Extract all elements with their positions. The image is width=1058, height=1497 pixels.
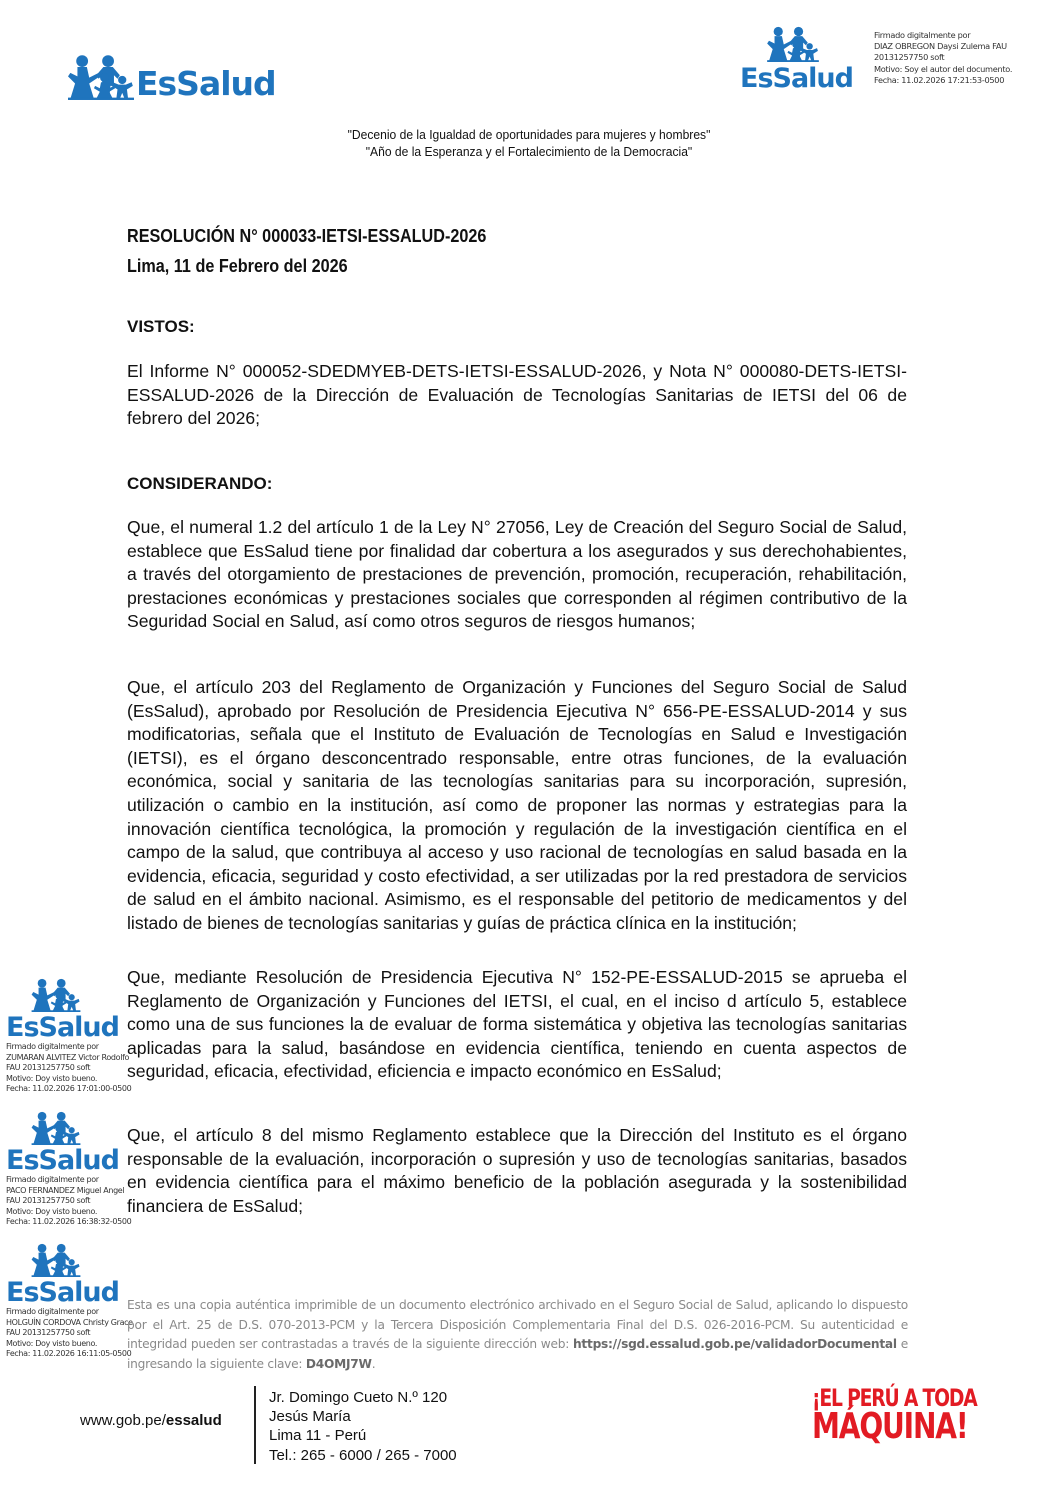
slogan-line: MÁQUINA! — [812, 1406, 968, 1447]
website-prefix: www.gob.pe/ — [80, 1412, 166, 1429]
signature-line: Motivo: Doy visto bueno. — [6, 1073, 98, 1083]
authenticity-notice — [127, 1296, 908, 1374]
signature-line: ZUMARAN ALVITEZ Victor Rodolfo — [6, 1052, 130, 1062]
motto-line: "Decenio de la Igualdad de oportunidades para mujeres y hombres" — [347, 127, 711, 142]
vistos-heading: VISTOS: — [127, 317, 195, 336]
footer-divider — [254, 1386, 256, 1464]
vistos-paragraph: El Informe N° 000052-SDEDMYEB-DETS-IETSI-ESSALUD-2026, y Nota N° 000080-DETS-IETSI-ESSALUD-2026 de la Dirección de Evaluación de Tecnologías Sanitarias de IETSI del 06 de febrero del 2026; — [127, 361, 907, 429]
resolution-date: Lima, 11 de Febrero del 2026 — [127, 256, 348, 276]
notice-text: Esta es una copia auténtica imprimible de un documento electrónico archivado en el Seguro Social de Salud, aplicando lo dispuesto por el Art. 25 de D.S. 070-2013-PCM y la Tercera Disposición Complementaria Final del D.S. 026-2016-PCM. Su autenticidad e integridad pueden ser contrastadas a través de la siguiente dirección web: — [127, 1298, 908, 1351]
signature-line: DIAZ OBREGON Daysi Zulema FAU — [874, 41, 1007, 52]
signature-line: HOLGUÍN CORDOVA Christy Grace — [6, 1317, 133, 1327]
digital-signature-approval — [6, 978, 136, 1095]
logo-text: EsSalud — [6, 1277, 119, 1308]
signature-line: Motivo: Doy visto bueno. — [6, 1338, 98, 1348]
digital-signature-approval — [6, 1243, 136, 1360]
motto-line: "Año de la Esperanza y el Fortalecimiento de la Democracia" — [365, 143, 693, 159]
signature-line: 20131257750 soft — [874, 52, 945, 63]
address-line: Jr. Domingo Cueto N.º 120 — [269, 1389, 448, 1406]
family-logo-icon — [27, 978, 85, 1012]
footer-address — [269, 1388, 457, 1465]
signature-line: FAU 20131257750 soft — [6, 1196, 91, 1206]
considerando-paragraph: Que, mediante Resolución de Presidencia Ejecutiva N° 152-PE-ESSALUD-2015 se aprueba el Reglamento de Organización y Funciones del IETSI, el cual, en el inciso d artículo 5, establece como una de sus funciones la de evaluar de forma sistemática y objetiva las tecnologías sanitarias aplicadas para la salud, basándose en evidencia científica, teniendo en cuenta aspectos de seguridad, eficacia, efectividad, eficiencia e impacto económico en EsSalud; — [127, 967, 907, 1082]
verification-key: D4OMJ7W — [305, 1356, 372, 1371]
signature-line: FAU 20131257750 soft — [6, 1328, 91, 1338]
signature-line: Firmado digitalmente por — [874, 30, 971, 40]
address-line: Tel.: 265 - 6000 / 265 - 7000 — [269, 1446, 457, 1464]
validator-link[interactable]: https://sgd.essalud.gob.pe/validadorDocumental — [572, 1337, 897, 1351]
government-slogan — [812, 1386, 1023, 1445]
considerando-paragraph: Que, el artículo 203 del Reglamento de Organización y Funciones del Seguro Social de Salud (EsSalud), aprobado por Resolución de Presidencia Ejecutiva N° 656-PE-ESSALUD-2014 y sus modificatorias, señala que el Instituto de Evaluación de Tecnologías en Salud e Investigación (IETSI), es el órgano desconcentrado responsable, entre otras funciones, de la evaluación económica, social y sanitaria de las tecnologías sanitarias para su incorporación, supresión, utilización o cambio en la institución, así como de proponer las normas y estrategias para la innovación científica tecnológica, la promoción y regulación de la investigación científica en el campo de la salud, que contribuya al acceso y uso racional de tecnologías en salud basada en la evidencia, eficacia, seguridad y costo efectividad, a ser utilizadas por la red prestadora de servicios de salud en el ámbito nacional. Asimismo, es el responsable del petitorio de medicamentos y del listado de bienes de tecnologías sanitarias y guías de práctica clínica en la institución; — [127, 677, 907, 933]
considerando-paragraph: Que, el artículo 8 del mismo Reglamento establece que la Dirección del Instituto es el órgano responsable de la evaluación, incorporación o supresión y uso de tecnologías sanitarias, basados en evidencia científica para el máximo beneficio de la población asegurada y la sostenibilidad financiera de EsSalud; — [127, 1125, 907, 1216]
family-logo-icon — [27, 1111, 85, 1145]
notice-text: e ingresando la siguiente clave: — [127, 1337, 908, 1371]
signature-line: FAU 20131257750 soft — [6, 1063, 91, 1073]
essalud-logo — [68, 52, 278, 103]
family-logo-icon — [27, 1243, 85, 1277]
logo-text: EsSalud — [6, 1012, 119, 1043]
family-logo-icon — [68, 54, 134, 100]
resolution-title: RESOLUCIÓN N° 000033-IETSI-ESSALUD-2026 — [127, 226, 487, 246]
website-bold: essalud — [165, 1412, 222, 1429]
signature-line: Fecha: 11.02.2026 16:38:32-0500 — [6, 1217, 132, 1227]
essalud-logo-small — [6, 1243, 119, 1308]
website-link[interactable] — [80, 1412, 222, 1429]
address-line: Lima 11 - Perú — [269, 1427, 367, 1445]
essalud-logo-center — [740, 26, 853, 94]
address-line: Jesús María — [269, 1408, 351, 1426]
notice-text: . — [371, 1356, 376, 1371]
digital-signature-author — [874, 30, 1012, 86]
slogan-line: ¡EL PERÚ A TODA — [812, 1384, 977, 1412]
considerando-paragraph: Que, el numeral 1.2 del artículo 1 de la Ley N° 27056, Ley de Creación del Seguro Social de Salud, establece que EsSalud tiene por finalidad dar cobertura a los asegurados y sus derechohabientes, a través del otorgamiento de prestaciones de prevención, promoción, recuperación, rehabilitación, prestaciones económicas y prestaciones sociales que corresponden al régimen contributivo de la Seguridad Social en Salud, así como otros seguros de riesgos humanos; — [127, 517, 907, 632]
signature-line: Fecha: 11.02.2026 17:01:00-0500 — [6, 1084, 132, 1094]
logo-text: EsSalud — [136, 64, 276, 103]
signature-line: Firmado digitalmente por — [6, 1175, 99, 1184]
signature-line: Motivo: Doy visto bueno. — [6, 1206, 98, 1216]
logo-text: EsSalud — [6, 1145, 119, 1176]
signature-line: Motivo: Soy el autor del documento. — [874, 63, 1013, 74]
signature-line: Fecha: 11.02.2026 17:21:53-0500 — [874, 74, 1005, 85]
digital-signature-approval — [6, 1111, 136, 1228]
family-logo-icon — [764, 26, 822, 62]
essalud-logo-small — [6, 1111, 119, 1176]
logo-text: EsSalud — [740, 63, 853, 94]
signature-line: Fecha: 11.02.2026 16:11:05-0500 — [6, 1349, 132, 1359]
signature-line: PACO FERNANDEZ Miguel Angel — [6, 1185, 125, 1195]
essalud-logo-small — [6, 978, 119, 1043]
signature-line: Firmado digitalmente por — [6, 1307, 99, 1316]
considerando-heading: CONSIDERANDO: — [127, 474, 273, 493]
signature-line: Firmado digitalmente por — [6, 1042, 99, 1051]
year-mottos — [37, 127, 1021, 160]
